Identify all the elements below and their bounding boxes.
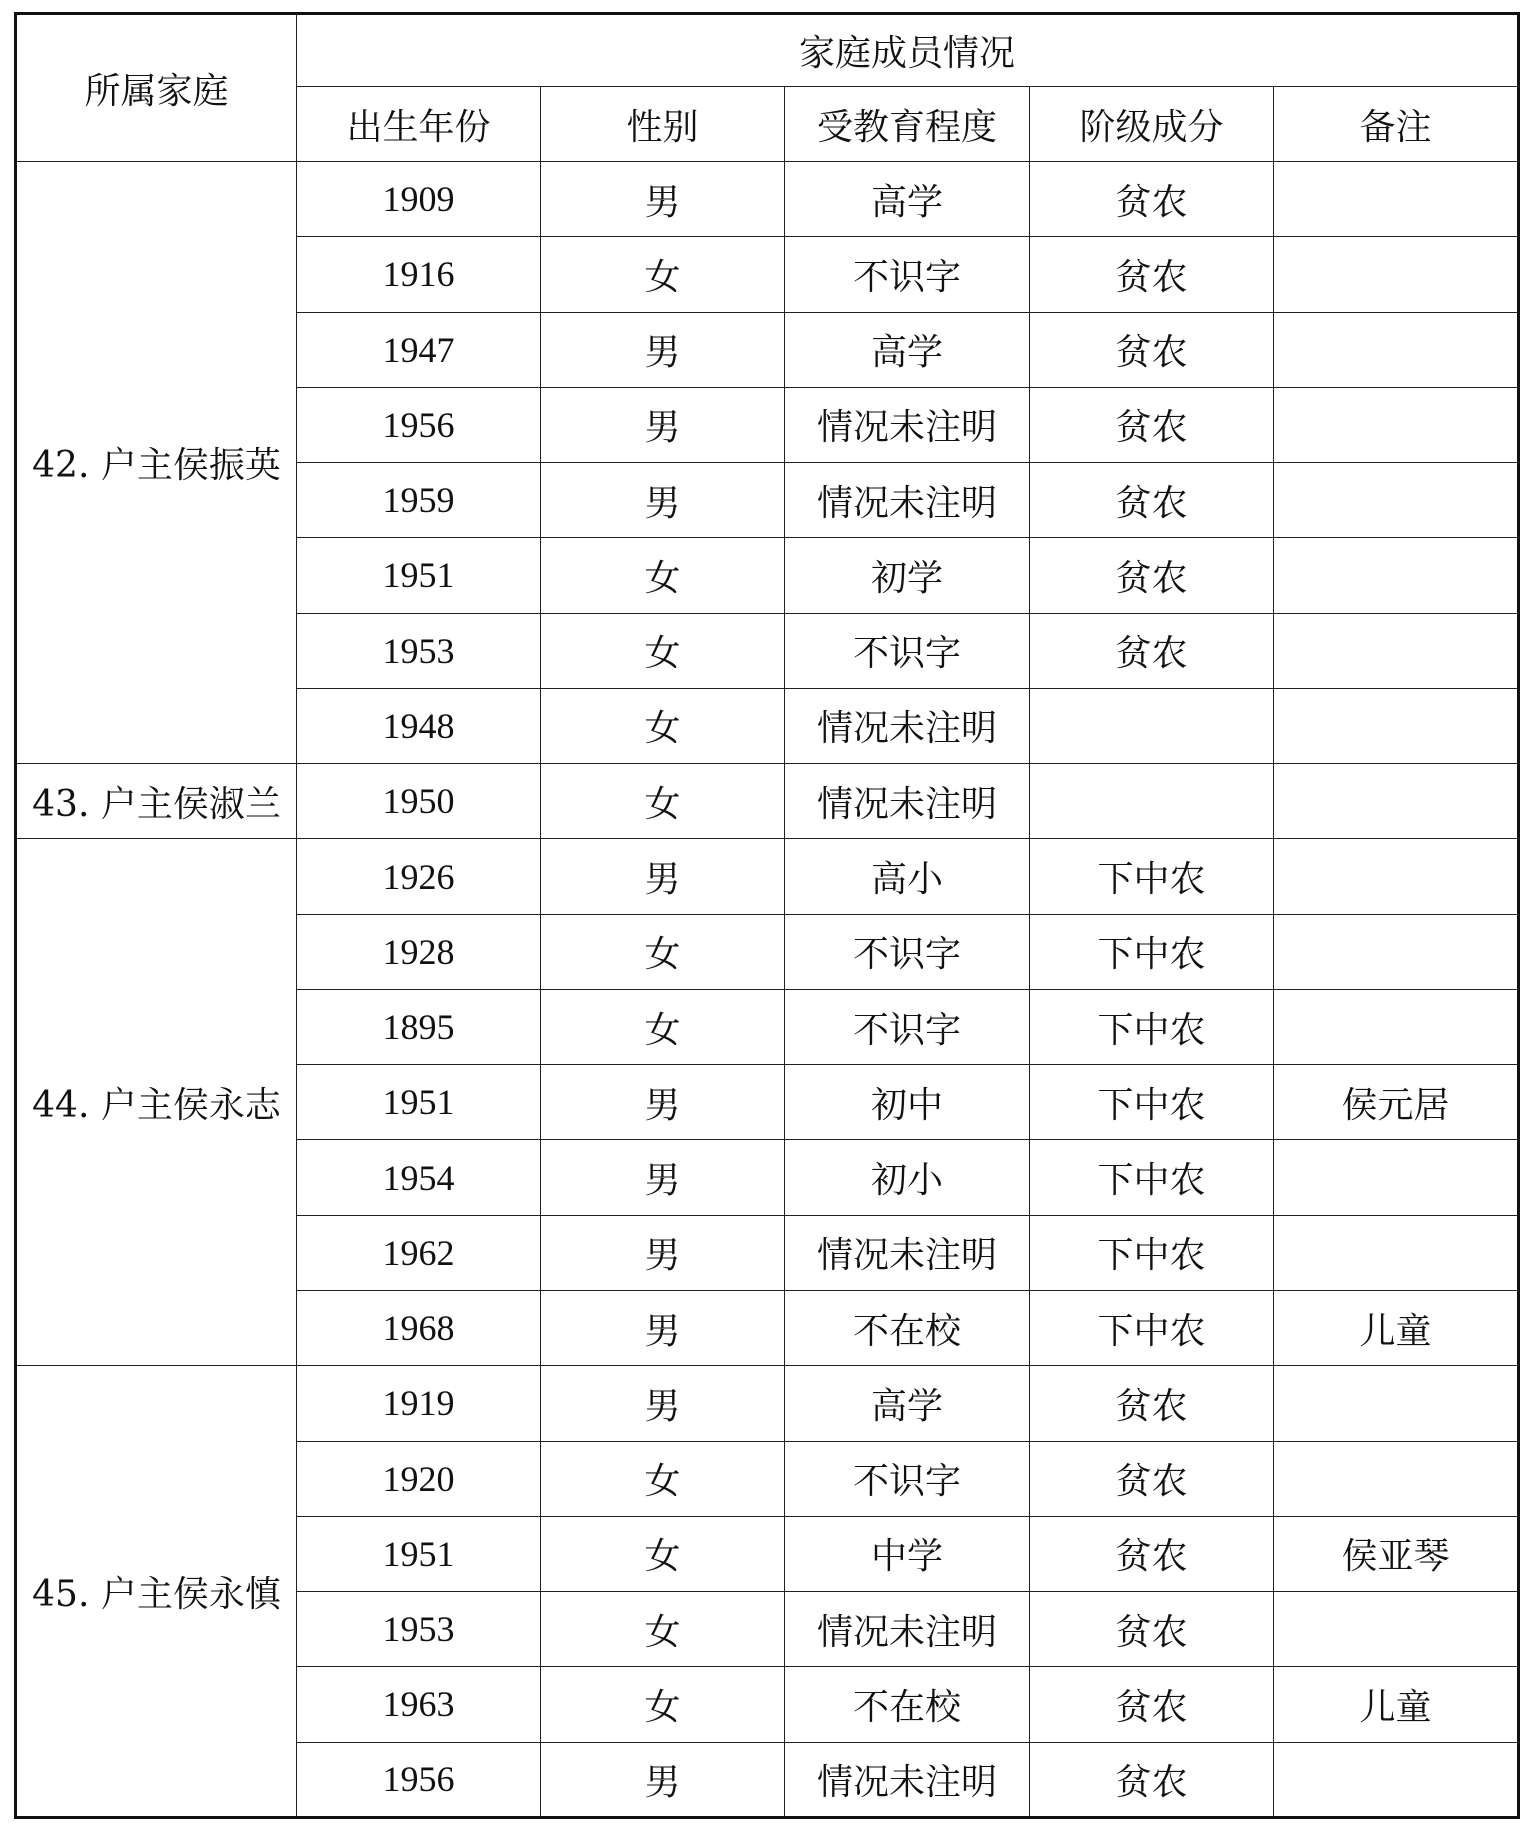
birth-year-cell: 1951 [297, 1516, 541, 1591]
sex-cell: 男 [541, 1140, 785, 1215]
members-group-header: 家庭成员情况 [297, 14, 1519, 87]
note-cell [1274, 764, 1519, 839]
education-cell: 不识字 [785, 914, 1030, 989]
family-head-cell: 43. 户主侯淑兰 [16, 764, 297, 839]
class-status-cell: 贫农 [1030, 1441, 1274, 1516]
education-cell: 情况未注明 [785, 1742, 1030, 1817]
note-cell [1274, 1366, 1519, 1441]
class-status-cell: 下中农 [1030, 1215, 1274, 1290]
family-members-table [14, 12, 1520, 1819]
education-cell: 情况未注明 [785, 688, 1030, 763]
sex-cell: 女 [541, 237, 785, 312]
class-status-cell: 贫农 [1030, 1366, 1274, 1441]
birth-year-cell: 1968 [297, 1290, 541, 1365]
class-status-cell: 贫农 [1030, 613, 1274, 688]
sex-cell: 女 [541, 1441, 785, 1516]
class-status-cell [1030, 688, 1274, 763]
sex-cell: 男 [541, 1215, 785, 1290]
birth-year-cell: 1950 [297, 764, 541, 839]
col-header-class-status: 阶级成分 [1030, 87, 1274, 162]
education-cell: 高学 [785, 312, 1030, 387]
note-cell [1274, 914, 1519, 989]
note-cell: 侯元居 [1274, 1065, 1519, 1140]
birth-year-cell: 1895 [297, 989, 541, 1064]
education-cell: 高学 [785, 1366, 1030, 1441]
sex-cell: 男 [541, 839, 785, 914]
education-cell: 不识字 [785, 613, 1030, 688]
education-cell: 不识字 [785, 237, 1030, 312]
header-row-1 [16, 14, 1519, 87]
class-status-cell: 贫农 [1030, 463, 1274, 538]
note-cell [1274, 1592, 1519, 1667]
note-cell: 侯亚琴 [1274, 1516, 1519, 1591]
class-status-cell: 贫农 [1030, 1742, 1274, 1817]
birth-year-cell: 1953 [297, 1592, 541, 1667]
sex-cell: 男 [541, 387, 785, 462]
note-cell [1274, 237, 1519, 312]
sex-cell: 男 [541, 1065, 785, 1140]
sex-cell: 女 [541, 1516, 785, 1591]
note-cell [1274, 538, 1519, 613]
birth-year-cell: 1909 [297, 162, 541, 237]
education-cell: 情况未注明 [785, 387, 1030, 462]
education-cell: 中学 [785, 1516, 1030, 1591]
birth-year-cell: 1919 [297, 1366, 541, 1441]
sex-cell: 男 [541, 312, 785, 387]
education-cell: 高小 [785, 839, 1030, 914]
class-status-cell: 下中农 [1030, 1065, 1274, 1140]
birth-year-cell: 1920 [297, 1441, 541, 1516]
note-cell [1274, 989, 1519, 1064]
education-cell: 初小 [785, 1140, 1030, 1215]
birth-year-cell: 1948 [297, 688, 541, 763]
class-status-cell: 贫农 [1030, 237, 1274, 312]
group-col-header: 所属家庭 [16, 14, 297, 162]
sex-cell: 女 [541, 688, 785, 763]
education-cell: 情况未注明 [785, 463, 1030, 538]
class-status-cell: 下中农 [1030, 989, 1274, 1064]
education-cell: 情况未注明 [785, 1592, 1030, 1667]
note-cell [1274, 839, 1519, 914]
family-head-cell: 42. 户主侯振英 [16, 162, 297, 764]
birth-year-cell: 1956 [297, 1742, 541, 1817]
family-head-cell: 44. 户主侯永志 [16, 839, 297, 1366]
sex-cell: 女 [541, 613, 785, 688]
sex-cell: 男 [541, 1366, 785, 1441]
class-status-cell: 下中农 [1030, 1140, 1274, 1215]
sex-cell: 女 [541, 1667, 785, 1742]
class-status-cell: 贫农 [1030, 162, 1274, 237]
note-cell: 儿童 [1274, 1667, 1519, 1742]
class-status-cell: 下中农 [1030, 1290, 1274, 1365]
class-status-cell: 贫农 [1030, 1592, 1274, 1667]
education-cell: 初中 [785, 1065, 1030, 1140]
sex-cell: 女 [541, 1592, 785, 1667]
sex-cell: 女 [541, 538, 785, 613]
birth-year-cell: 1926 [297, 839, 541, 914]
col-header-education: 受教育程度 [785, 87, 1030, 162]
note-cell [1274, 387, 1519, 462]
class-status-cell [1030, 764, 1274, 839]
birth-year-cell: 1956 [297, 387, 541, 462]
education-cell: 情况未注明 [785, 1215, 1030, 1290]
class-status-cell: 贫农 [1030, 538, 1274, 613]
sex-cell: 女 [541, 989, 785, 1064]
class-status-cell: 贫农 [1030, 1667, 1274, 1742]
note-cell [1274, 1140, 1519, 1215]
note-cell [1274, 688, 1519, 763]
note-cell [1274, 463, 1519, 538]
education-cell: 不识字 [785, 1441, 1030, 1516]
class-status-cell: 贫农 [1030, 1516, 1274, 1591]
birth-year-cell: 1951 [297, 538, 541, 613]
birth-year-cell: 1962 [297, 1215, 541, 1290]
education-cell: 情况未注明 [785, 764, 1030, 839]
table-row [16, 764, 1519, 839]
sex-cell: 男 [541, 162, 785, 237]
birth-year-cell: 1963 [297, 1667, 541, 1742]
note-cell [1274, 1215, 1519, 1290]
note-cell [1274, 1742, 1519, 1817]
sex-cell: 男 [541, 1742, 785, 1817]
sex-cell: 女 [541, 914, 785, 989]
note-cell [1274, 1441, 1519, 1516]
col-header-sex: 性别 [541, 87, 785, 162]
class-status-cell: 下中农 [1030, 839, 1274, 914]
birth-year-cell: 1947 [297, 312, 541, 387]
table-row [16, 162, 1519, 237]
sex-cell: 男 [541, 1290, 785, 1365]
note-cell [1274, 613, 1519, 688]
education-cell: 初学 [785, 538, 1030, 613]
note-cell: 儿童 [1274, 1290, 1519, 1365]
education-cell: 不在校 [785, 1667, 1030, 1742]
class-status-cell: 贫农 [1030, 387, 1274, 462]
family-head-cell: 45. 户主侯永慎 [16, 1366, 297, 1818]
birth-year-cell: 1959 [297, 463, 541, 538]
col-header-birth-year: 出生年份 [297, 87, 541, 162]
sex-cell: 男 [541, 463, 785, 538]
table-row [16, 839, 1519, 914]
birth-year-cell: 1928 [297, 914, 541, 989]
education-cell: 高学 [785, 162, 1030, 237]
note-cell [1274, 312, 1519, 387]
birth-year-cell: 1953 [297, 613, 541, 688]
col-header-note: 备注 [1274, 87, 1519, 162]
education-cell: 不在校 [785, 1290, 1030, 1365]
birth-year-cell: 1951 [297, 1065, 541, 1140]
table-body [16, 162, 1519, 1818]
education-cell: 不识字 [785, 989, 1030, 1064]
sex-cell: 女 [541, 764, 785, 839]
class-status-cell: 下中农 [1030, 914, 1274, 989]
birth-year-cell: 1954 [297, 1140, 541, 1215]
birth-year-cell: 1916 [297, 237, 541, 312]
table-row [16, 1366, 1519, 1441]
note-cell [1274, 162, 1519, 237]
class-status-cell: 贫农 [1030, 312, 1274, 387]
